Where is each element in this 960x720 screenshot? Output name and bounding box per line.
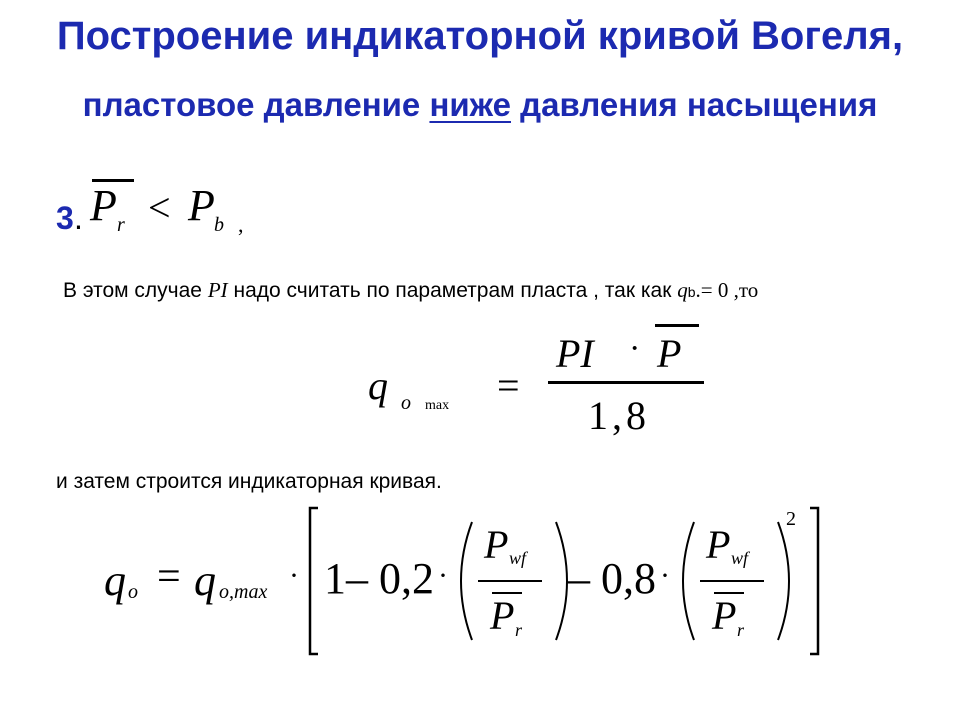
- condition-rhs: P: [188, 181, 215, 230]
- f2-dot-2: ·: [438, 559, 448, 592]
- f1-num-p: P: [657, 331, 682, 376]
- condition-number: 3: [56, 200, 74, 236]
- overbar-p: [655, 324, 699, 327]
- then-text: и затем строится индикаторная кривая.: [56, 470, 442, 493]
- f2-frac1-den-sub: r: [515, 620, 523, 640]
- f2-dot-1: ·: [289, 559, 299, 592]
- f2-qmax: q: [194, 556, 216, 605]
- f2-qmax-sub-text: o,max: [219, 581, 268, 603]
- subtitle-emphasis: ниже: [429, 86, 511, 123]
- case-text: [63, 278, 758, 303]
- right-bracket: [810, 508, 818, 654]
- slide-subtitle: [0, 86, 960, 124]
- f1-num-dot: ·: [629, 330, 641, 367]
- f1-equals: =: [497, 363, 520, 408]
- f2-minus-08: – 0,8: [568, 554, 656, 603]
- f2-frac2-den-sub: r: [737, 620, 745, 640]
- f1-lhs-sub2: max: [425, 398, 450, 413]
- f1-lhs: q: [368, 363, 388, 408]
- f2-qmax-sub: [219, 581, 267, 604]
- f2-frac2-num: P: [706, 522, 731, 567]
- f1-num-pi: PI: [556, 331, 594, 376]
- paren-left-2: [683, 522, 694, 640]
- paren-left-1: [461, 522, 472, 640]
- condition-lhs: P: [90, 181, 117, 230]
- paren-right-1: [556, 522, 567, 640]
- condition-comma: ,: [238, 212, 244, 237]
- subtitle-part-1: пластовое давление: [82, 86, 430, 123]
- case-text-after: .= 0 ,то: [695, 278, 759, 302]
- left-bracket: [310, 508, 318, 654]
- f2-frac1-num: P: [484, 522, 509, 567]
- f2-frac1-den: P: [490, 593, 515, 638]
- case-text-q: q: [677, 278, 688, 302]
- subtitle-part-2: давления насыщения: [511, 86, 878, 123]
- f1-denominator: 1,8: [588, 393, 650, 438]
- f2-frac2-num-sub: wf: [731, 548, 749, 568]
- case-text-before: В этом случае: [63, 279, 208, 302]
- case-text-pi: PI: [207, 278, 228, 302]
- f2-frac1-num-sub: wf: [509, 548, 527, 568]
- f2-frac2-bar: [700, 580, 764, 582]
- f2-one-minus: 1– 0,2: [324, 554, 434, 603]
- f2-frac2-den: P: [712, 593, 737, 638]
- f2-frac1-bar: [478, 580, 542, 582]
- condition-lhs-sub: r: [117, 214, 125, 236]
- f2-equals: =: [157, 554, 181, 600]
- f2-q: q: [104, 556, 126, 605]
- condition-rhs-sub: b: [214, 214, 224, 236]
- f1-lhs-sub1: o: [401, 392, 411, 414]
- case-text-mid: надо считать по параметрам пласта , так как: [227, 279, 678, 302]
- f2-q-sub: o: [128, 581, 138, 603]
- paren-right-2: [778, 522, 789, 640]
- f2-exponent: 2: [786, 508, 796, 530]
- f1-fraction-bar: [548, 381, 704, 384]
- condition-dot: .: [74, 200, 83, 236]
- condition-relation: <: [148, 185, 171, 230]
- f2-dot-3: ·: [660, 559, 670, 592]
- case-text-q-sub: b: [687, 284, 696, 300]
- slide-title: Построение индикаторной кривой Вогеля,: [56, 14, 904, 58]
